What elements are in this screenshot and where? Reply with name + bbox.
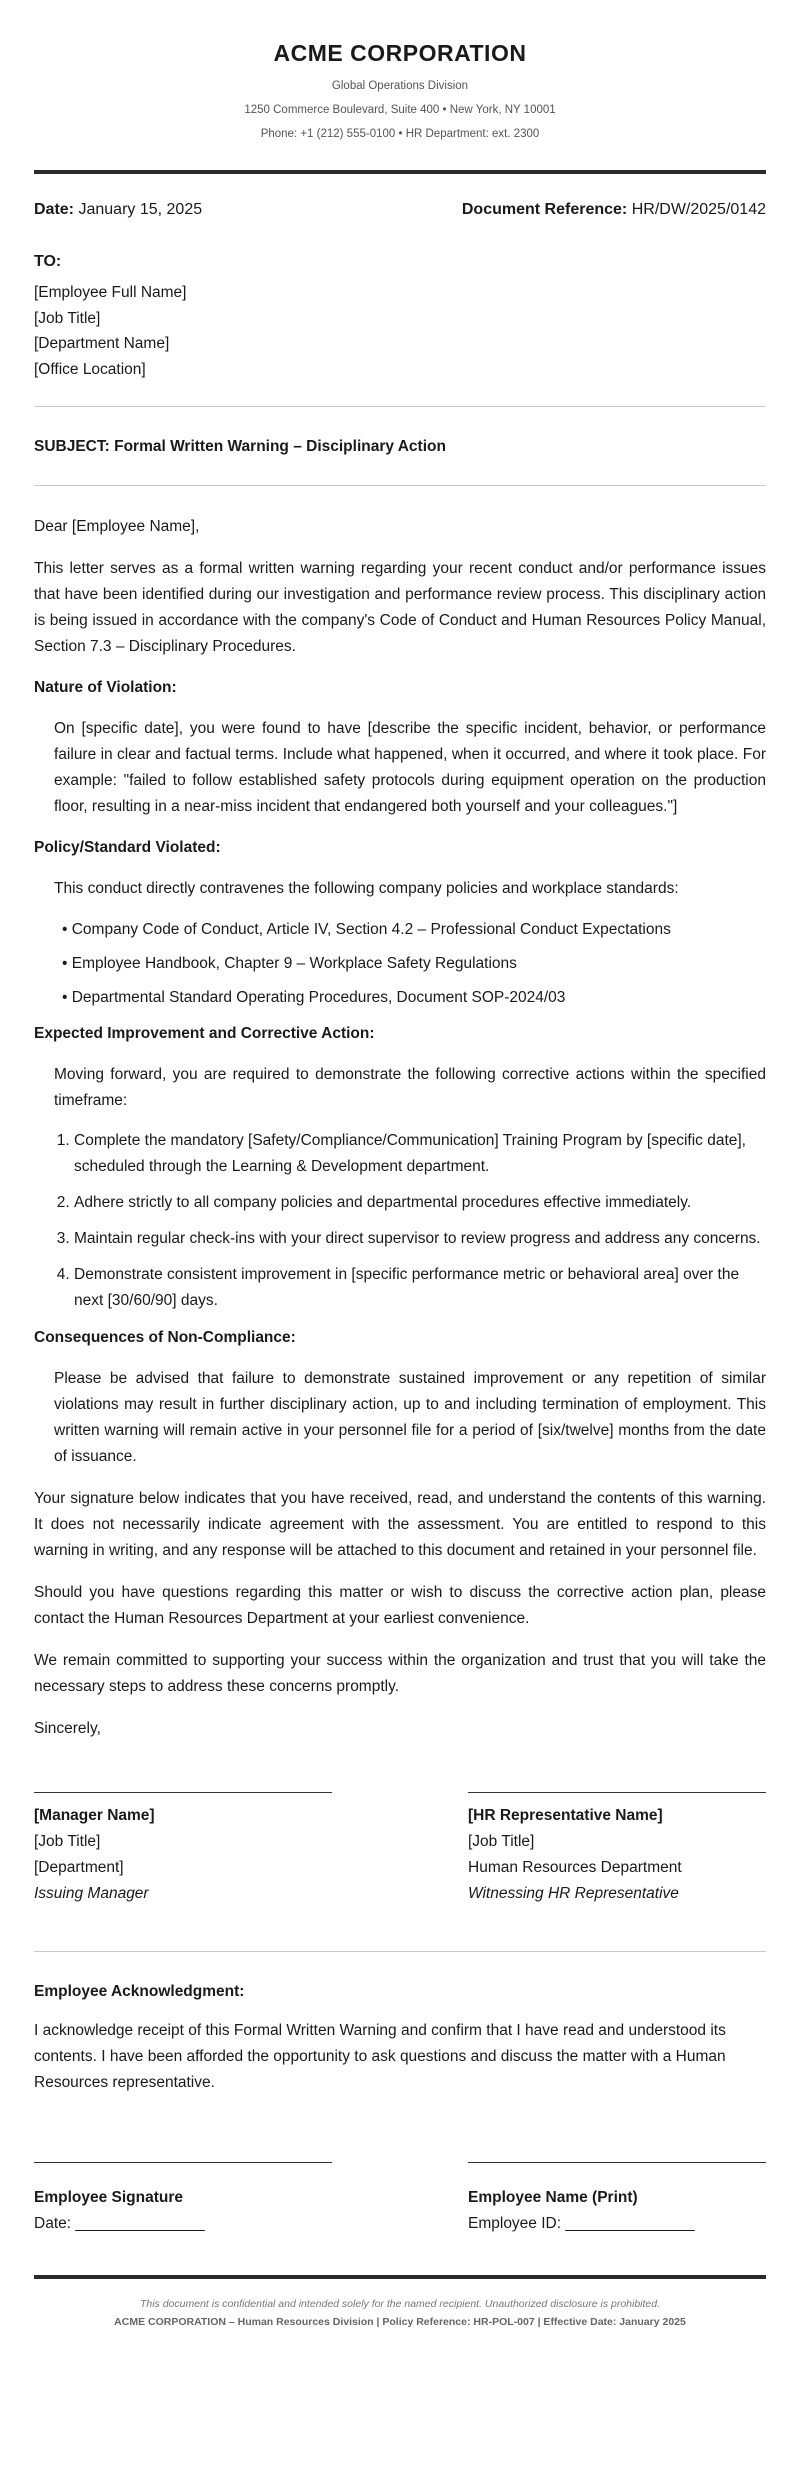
intro-paragraph: This letter serves as a formal written warning regarding your recent conduct and/or performance issues that have been identified during our investigation and performance review process. This disciplinary action is being issued in accordance with the company's Code of Conduct and Human Resources Policy Manual, Section 7.3 – Disciplinary Procedures. [34, 560, 766, 655]
manager-signature [34, 1792, 332, 1907]
footer [34, 2295, 766, 2331]
company-phone: Phone: +1 (212) 555-0100 • HR Department: ext. 2300 [260, 128, 540, 140]
employee-id-line: Employee ID: _______________ [468, 2215, 695, 2232]
corrective-action-list [34, 1128, 766, 1314]
violation-heading: Nature of Violation: [34, 679, 177, 696]
subject-line: SUBJECT: Formal Written Warning – Disciplinary Action [34, 438, 446, 455]
manager-title: [Job Title] [34, 1833, 101, 1850]
employee-signature-line [34, 2162, 332, 2163]
acknowledgment-heading: Employee Acknowledgment: [34, 1983, 245, 2000]
reference-label: Document Reference: [461, 201, 628, 218]
improvement-heading: Expected Improvement and Corrective Action: [34, 1025, 375, 1042]
sign-off: Sincerely, [34, 1720, 101, 1737]
policy-intro: This conduct directly contravenes the following company policies and workplace standards: [54, 880, 679, 897]
header-divider [34, 170, 766, 174]
corrective-action-item: 3. Maintain regular check-ins with your direct supervisor to review progress and address any concerns. [74, 1226, 766, 1252]
closing-paragraph: We remain committed to supporting your success within the organization and trust that you will take the necessary steps to address these concerns promptly. [34, 1652, 766, 1695]
employee-name-line [468, 2162, 766, 2163]
hr-signature-line [468, 1792, 766, 1793]
employee-signature [34, 2162, 332, 2237]
date-block [34, 198, 202, 222]
confidential-notice: This document is confidential and intended solely for the named recipient. Unauthorized disclosure is prohibited. [139, 2298, 661, 2310]
letterhead [34, 0, 766, 146]
hr-title: [Job Title] [468, 1833, 535, 1850]
hr-role: Witnessing HR Representative [468, 1885, 679, 1902]
document-meta [34, 198, 766, 222]
company-name: ACME CORPORATION [273, 40, 527, 66]
employee-signature-block [34, 2162, 766, 2237]
hr-department: Human Resources Department [468, 1859, 682, 1876]
recipient-department: [Department Name] [34, 335, 170, 352]
employee-signature-label: Employee Signature [34, 2189, 184, 2206]
recipient-title: [Job Title] [34, 309, 101, 327]
corrective-action-item: 4. Demonstrate consistent improvement in [specific performance metric or behavioral area] over the next [30/60/90] days. [74, 1262, 766, 1314]
acknowledgment-divider [34, 1951, 766, 1952]
policy-heading: Policy/Standard Violated: [34, 839, 221, 856]
signature-note: Your signature below indicates that you have received, read, and understand the contents of this warning. It does not necessarily indicate agreement with the assessment. You are entitled to respond to this warning in writing, and any response will be attached to this document and retained in your personnel file. [34, 1490, 766, 1559]
recipient-label: TO: [34, 253, 62, 270]
employee-name-print [468, 2162, 766, 2237]
footer-reference: ACME CORPORATION – Human Resources Division | Policy Reference: HR-POL-007 | Effective Date: January 2025 [114, 2316, 686, 2328]
improvement-intro: Moving forward, you are required to demonstrate the following corrective actions within the specified timeframe: [54, 1066, 766, 1109]
policy-item: • Company Code of Conduct, Article IV, Section 4.2 – Professional Conduct Expectations [62, 921, 671, 938]
manager-department: [Department] [34, 1859, 124, 1876]
greeting: Dear [Employee Name], [34, 518, 200, 535]
recipient-name: [Employee Full Name] [34, 284, 187, 301]
consequences-heading: Consequences of Non-Compliance: [34, 1329, 296, 1346]
footer-divider [34, 2275, 766, 2279]
recipient-location: [Office Location] [34, 360, 146, 378]
questions-paragraph: Should you have questions regarding this matter or wish to discuss the corrective action plan, please contact the Human Resources Department at your earliest convenience. [34, 1584, 766, 1627]
company-address: 1250 Commerce Boulevard, Suite 400 • New York, NY 10001 [244, 104, 556, 116]
manager-role: Issuing Manager [34, 1885, 149, 1902]
subject-divider-bottom [34, 485, 766, 486]
signatory-block [34, 1792, 766, 1907]
policy-item: • Employee Handbook, Chapter 9 – Workplace Safety Regulations [62, 955, 517, 972]
date-label: Date: [34, 201, 75, 218]
policy-item: • Departmental Standard Operating Procedures, Document SOP-2024/03 [62, 989, 566, 1006]
corrective-action-item: 1. Complete the mandatory [Safety/Compliance/Communication] Training Program by [specific date], scheduled through the Learning & Development department. [74, 1128, 766, 1180]
corrective-action-item: 2. Adhere strictly to all company policies and departmental procedures effective immediately. [74, 1190, 766, 1216]
date-value: January 15, 2025 [78, 201, 203, 218]
subject-divider-top [34, 406, 766, 407]
employee-date-line: Date: _______________ [34, 2215, 205, 2232]
consequences-text: Please be advised that failure to demonstrate sustained improvement or any repetition of similar violations may result in further disciplinary action, up to and including termination of employment. This written warning will remain active in your personnel file for a period of [six/twelve] months from the date of issuance. [54, 1370, 766, 1465]
violation-text: On [specific date], you were found to have [describe the specific incident, behavior, or performance failure in clear and factual terms. Include what happened, when it occurred, and where it took place. For example: "failed to follow established safety protocols during equipment operation on the production floor, resulting in a near-miss incident that endangered both yourself and your colleagues."] [54, 720, 766, 815]
hr-signature [468, 1792, 766, 1907]
division-name: Global Operations Division [331, 80, 469, 92]
manager-name: [Manager Name] [34, 1807, 155, 1824]
recipient-block [34, 250, 766, 382]
reference-value: HR/DW/2025/0142 [631, 201, 766, 218]
manager-signature-line [34, 1792, 332, 1793]
reference-block [462, 198, 766, 222]
employee-name-label: Employee Name (Print) [468, 2189, 638, 2206]
acknowledgment-text: I acknowledge receipt of this Formal Written Warning and confirm that I have read and understood its contents. I have been afforded the opportunity to ask questions and discuss the matter with a Human Resources representative. [34, 2022, 726, 2091]
hr-name: [HR Representative Name] [468, 1807, 663, 1824]
policy-list [34, 918, 766, 1010]
